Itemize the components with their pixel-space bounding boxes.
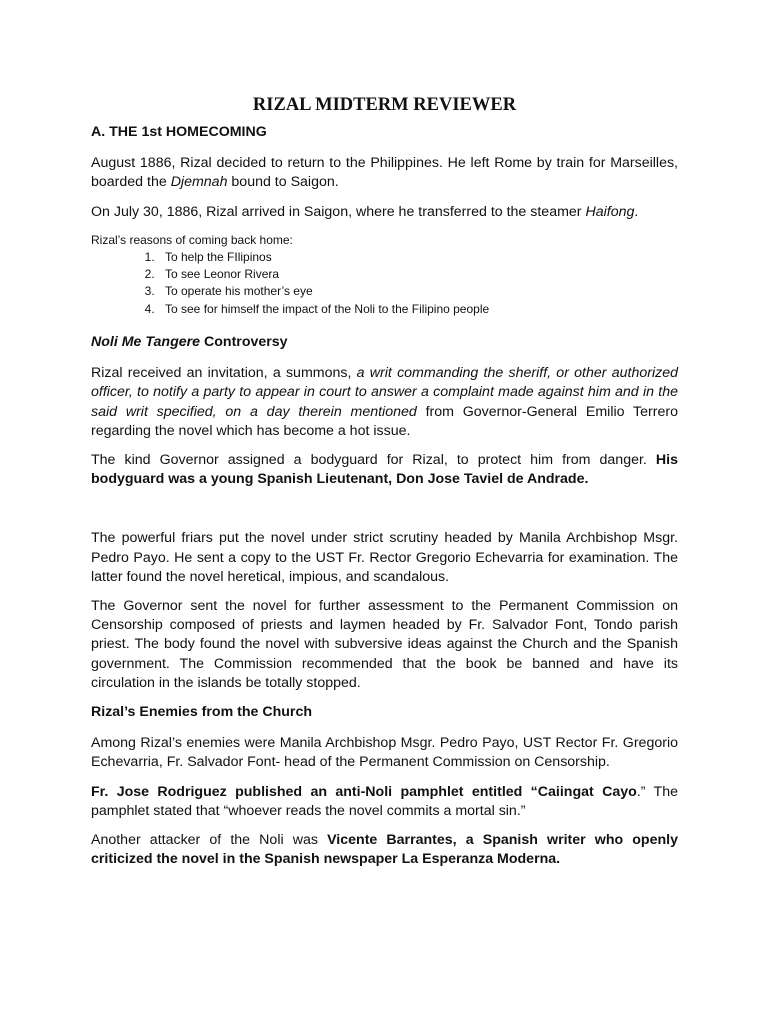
novel-title: Noli Me Tangere — [91, 334, 201, 350]
list-item: 4. To see for himself the impact of the Noli to the Filipino people — [158, 301, 678, 318]
list-item: 1. To help the FIlipinos — [158, 249, 678, 266]
text-run: The kind Governor assigned a bodyguard for Rizal, to protect him from danger. — [91, 452, 656, 469]
text-run: .” The pamphlet stated that “whoever reads the novel commits a mortal sin.” — [91, 783, 678, 819]
text-run: Rizal received an invitation, a summons, — [91, 365, 357, 382]
text-run: Another attacker of the Noli was — [91, 832, 328, 849]
paragraph-saigon — [91, 203, 678, 222]
paragraph-barrantes — [91, 831, 678, 869]
list-item: 3. To operate his mother’s eye — [158, 283, 678, 300]
text-run: On July 30, 1886, Rizal arrived in Saigon, where he transferred to the steamer — [91, 203, 586, 220]
paragraph-enemies: Among Rizal’s enemies were Manila Archbishop Msgr. Pedro Payo, UST Rector Fr. Gregorio Echevarria, Fr. Salvador Font- head of the Permanent Commission on Censorship. — [91, 735, 678, 771]
text-run: bound to Saigon. — [227, 174, 339, 191]
text-run: August 1886, Rizal decided to return to the Philippines. He left Rome by train for Marseilles, boarded the — [91, 155, 678, 191]
ship-name-djemnah: Djemnah — [170, 174, 228, 191]
reasons-list — [91, 249, 678, 318]
paragraph-summons — [91, 364, 678, 441]
reasons-intro: Rizal’s reasons of coming back home: — [91, 232, 293, 247]
paragraph-departure — [91, 154, 678, 192]
paragraph-commission: The Governor sent the novel for further assessment to the Permanent Commission on Censorship composed of priests and laymen headed by Fr. Salvador Font, Tondo parish priest. The body found the novel with subversive ideas against the Church and the Spanish government. The Commission recommended that the book be banned and have its circulation in the islands be totally stopped. — [91, 598, 678, 691]
section-heading-controversy — [91, 333, 678, 352]
bodyguard-name: His bodyguard was a young Spanish Lieutenant, Don Jose Taviel de Andrade. — [91, 452, 678, 488]
spacer — [91, 499, 678, 529]
text-run: Controversy — [200, 334, 288, 350]
paragraph-pamphlet — [91, 783, 678, 821]
pamphlet-statement: Fr. Jose Rodriguez published an anti-Noli pamphlet entitled “Caiingat Cayo — [91, 783, 637, 800]
document-title: RIZAL MIDTERM REVIEWER — [252, 95, 517, 115]
section-heading-enemies: Rizal’s Enemies from the Church — [91, 704, 313, 721]
text-run: from Governor-General Emilio Terrero regarding the novel which has become a hot issue. — [91, 403, 678, 439]
paragraph-friars: The powerful friars put the novel under strict scrutiny headed by Manila Archbishop Msgr. Pedro Payo. He sent a copy to the UST Fr. Rector Gregorio Echevarria for examination. The latter found the novel heretical, impious, and scandalous. — [91, 530, 678, 585]
text-run: . — [634, 203, 639, 220]
paragraph-bodyguard — [91, 451, 678, 489]
section-heading-homecoming: A. THE 1st HOMECOMING — [91, 124, 267, 140]
writ-definition: a writ commanding the sheriff, or other authorized officer, to notify a party to appear in court to answer a complaint made against him and in the said writ specified, on a day therein mentioned — [91, 365, 678, 420]
ship-name-haifong: Haifong — [585, 203, 635, 220]
list-item: 2. To see Leonor Rivera — [158, 266, 678, 283]
barrantes-statement: Vicente Barrantes, a Spanish writer who openly criticized the novel in the Spanish newspaper La Esperanza Moderna. — [91, 832, 678, 868]
